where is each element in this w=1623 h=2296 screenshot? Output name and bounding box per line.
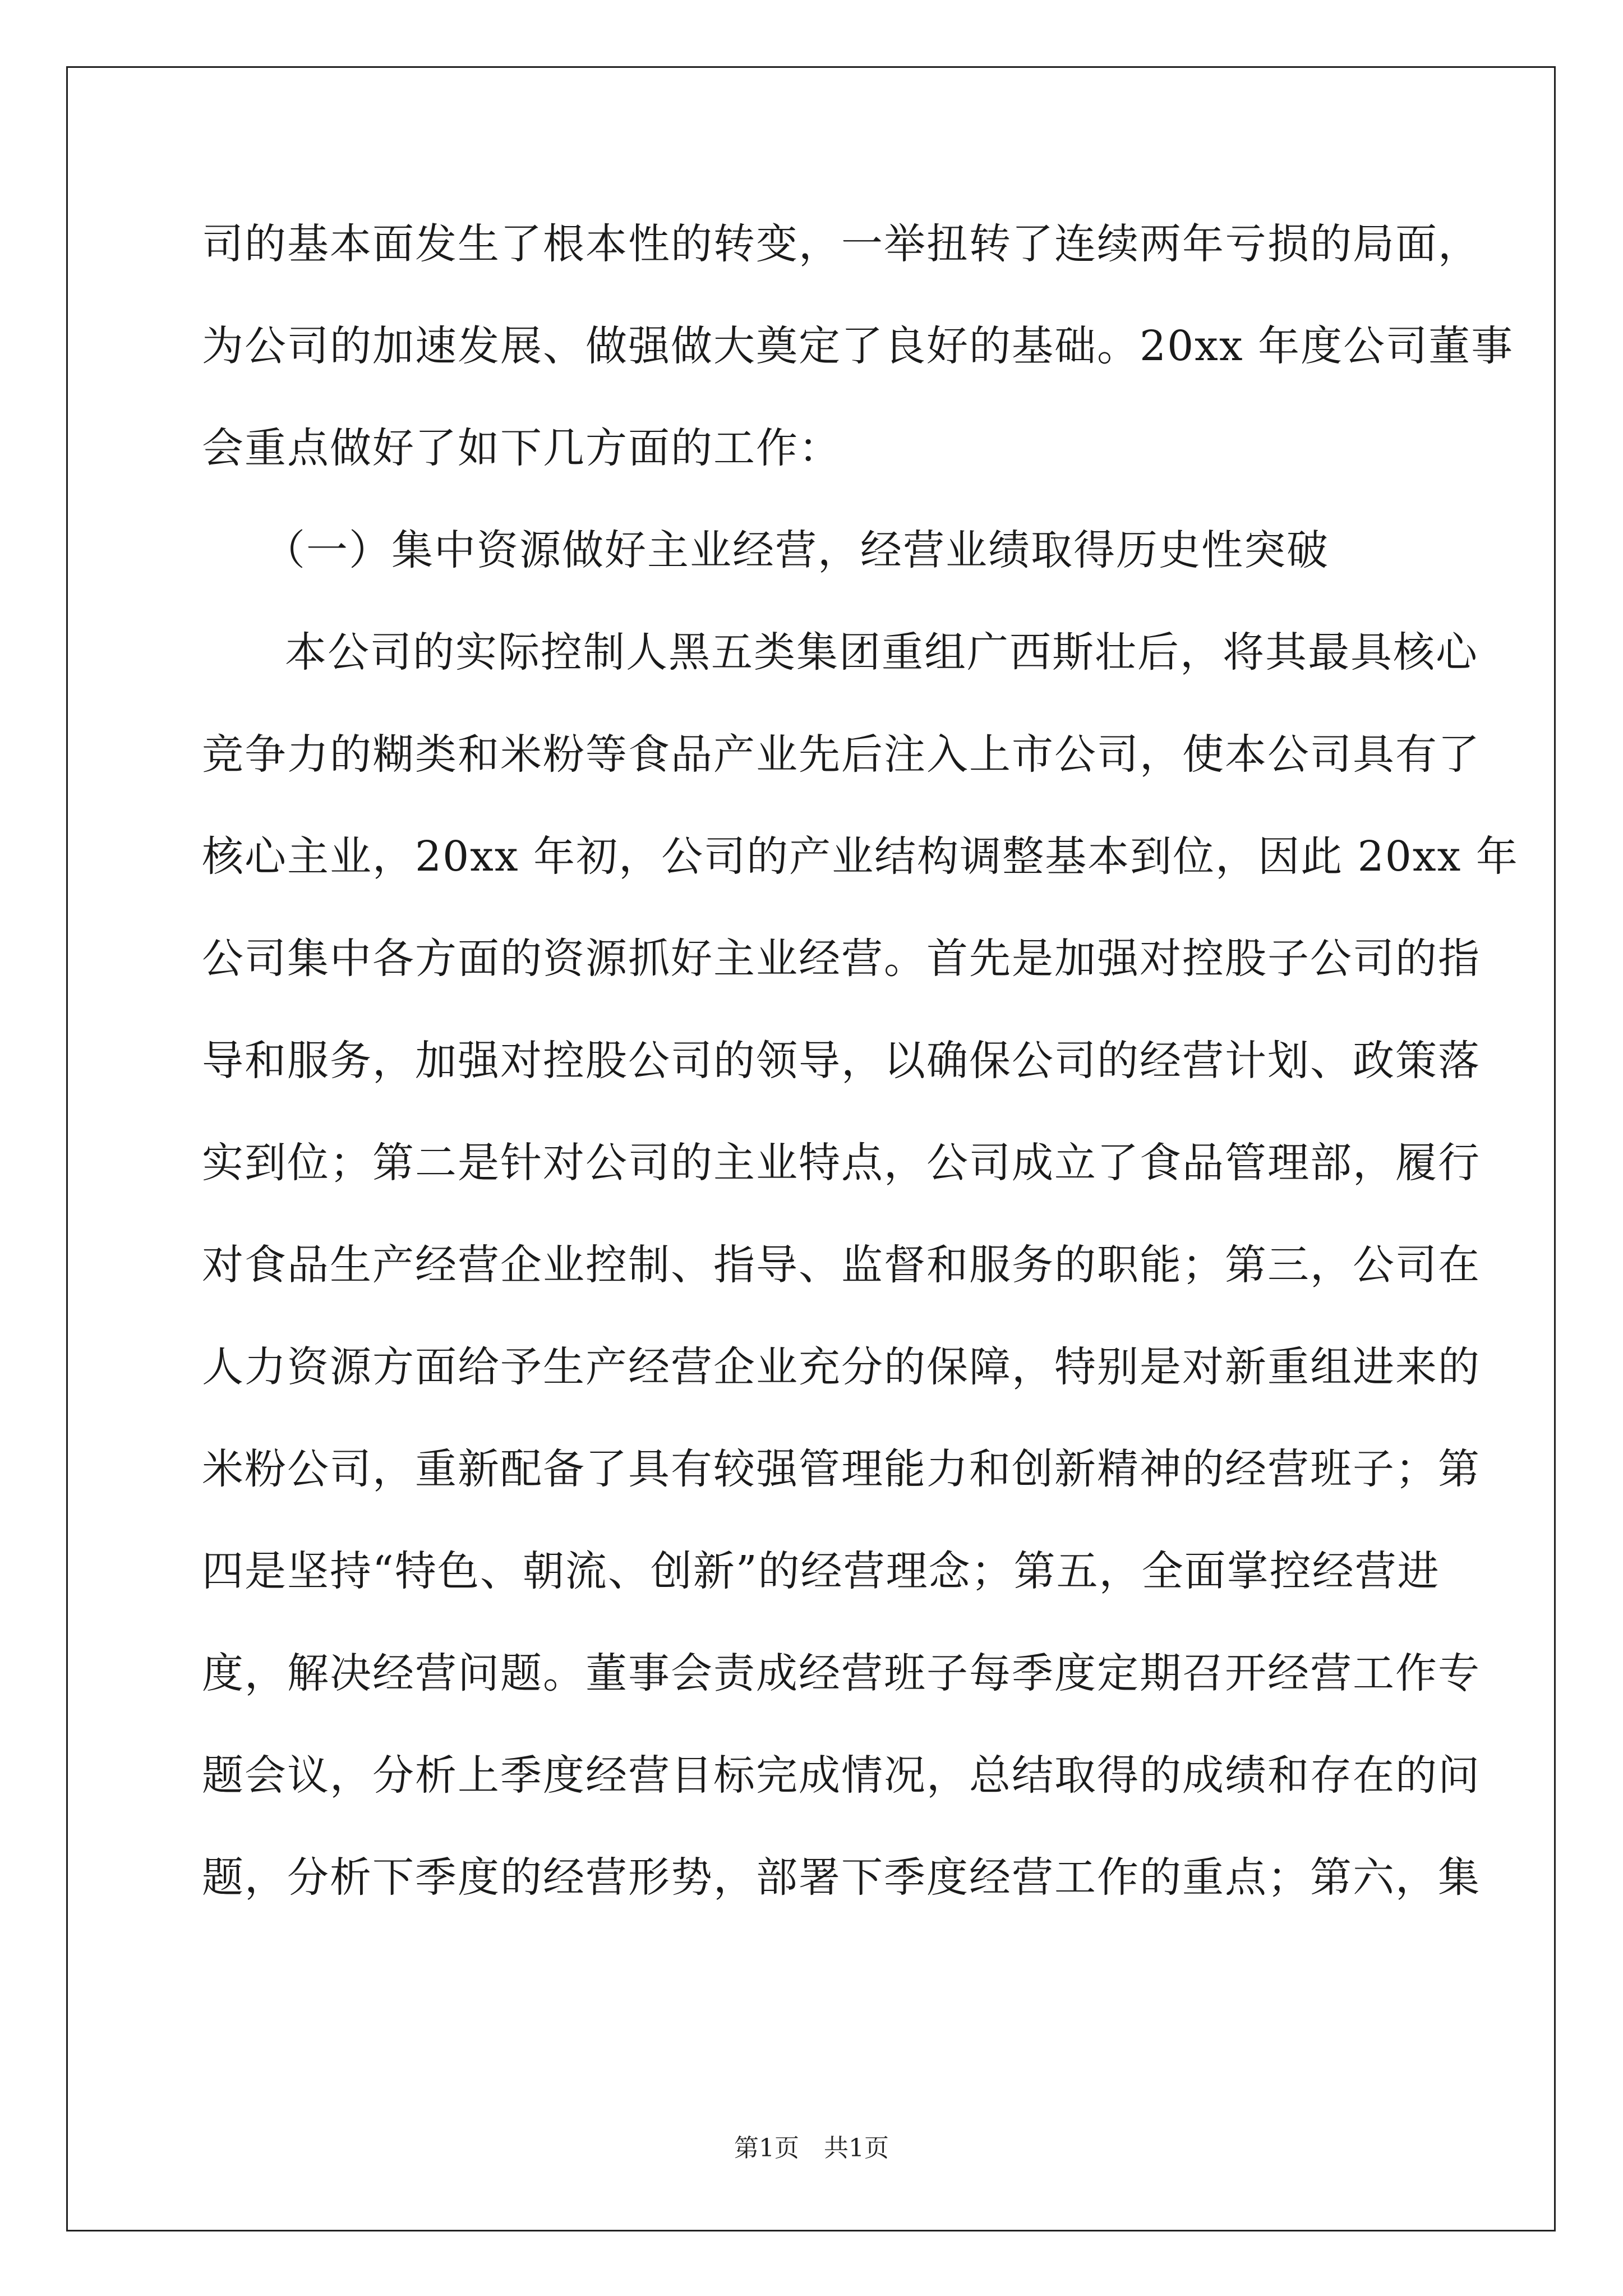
paragraph-line: 竞争力的糊类和米粉等食品产业先后注入上市公司，使本公司具有了 [202, 730, 1481, 779]
paragraph-line: 四是坚持“特色、朝流、创新”的经营理念；第五，全面掌控经营进 [202, 1547, 1440, 1595]
paragraph-line: 核心主业，20xx 年初，公司的产业结构调整基本到位，因此 20xx 年 [202, 832, 1519, 881]
paragraph-line: 对食品生产经营企业控制、指导、监督和服务的职能；第三，公司在 [202, 1241, 1481, 1289]
paragraph-line: 司的基本面发生了根本性的转变，一举扭转了连续两年亏损的局面， [202, 220, 1481, 268]
paragraph-line: 实到位；第二是针对公司的主业特点，公司成立了食品管理部，履行 [202, 1139, 1481, 1187]
section-heading: （一）集中资源做好主业经营，经营业绩取得历史性突破 [264, 526, 1329, 574]
paragraph-line: 米粉公司，重新配备了具有较强管理能力和创新精神的经营班子；第 [202, 1445, 1481, 1493]
paragraph-line: 题，分析下季度的经营形势，部署下季度经营工作的重点；第六，集 [202, 1853, 1481, 1902]
paragraph-line: 为公司的加速发展、做强做大奠定了良好的基础。20xx 年度公司董事 [202, 322, 1514, 370]
paragraph-line: 度，解决经营问题。董事会责成经营班子每季度定期召开经营工作专 [202, 1649, 1481, 1697]
paragraph-line: 公司集中各方面的资源抓好主业经营。首先是加强对控股子公司的指 [202, 935, 1481, 983]
paragraph-line: 导和服务，加强对控股公司的领导，以确保公司的经营计划、政策落 [202, 1037, 1481, 1085]
paragraph-line: 会重点做好了如下几方面的工作： [202, 424, 841, 472]
paragraph-line: 题会议，分析上季度经营目标完成情况，总结取得的成绩和存在的问 [202, 1751, 1481, 1800]
paragraph-line: 本公司的实际控制人黑五类集团重组广西斯壮后，将其最具核心 [285, 628, 1478, 677]
page-footer: 第1页 共1页 [734, 2134, 889, 2162]
paragraph-line: 人力资源方面给予生产经营企业充分的保障，特别是对新重组进来的 [202, 1343, 1481, 1391]
